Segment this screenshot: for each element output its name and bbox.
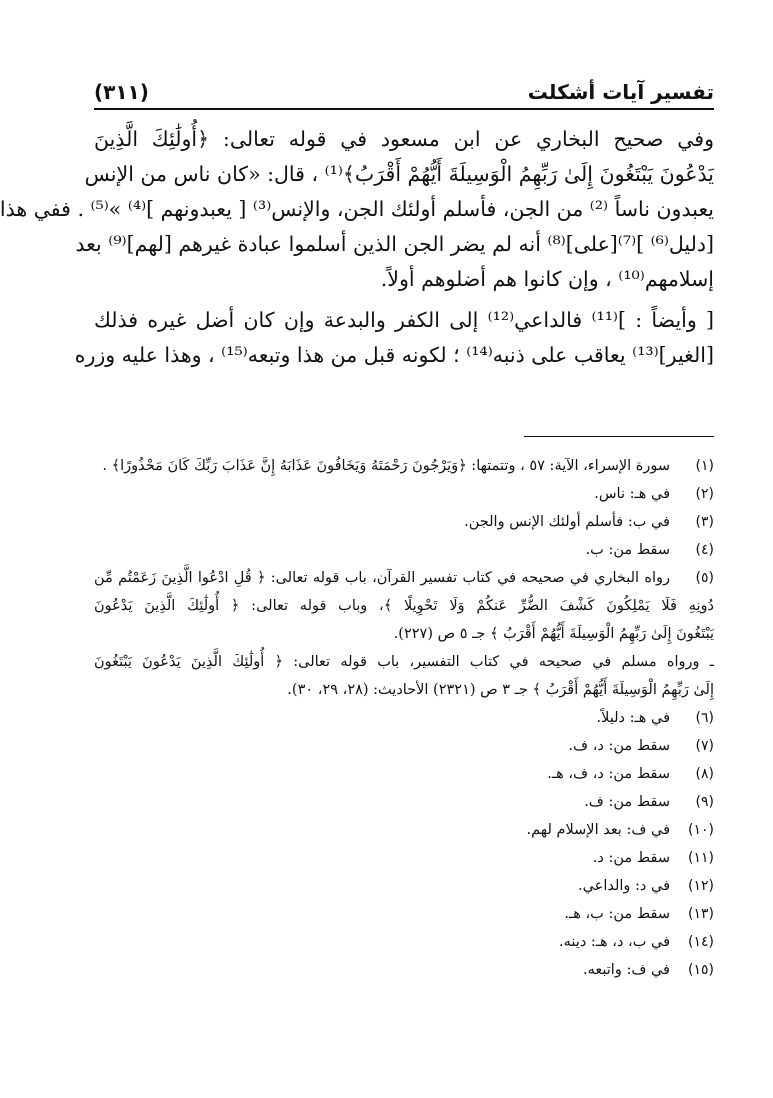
text-line: يَدْعُونَ يَبْتَغُونَ إِلَىٰ رَبِّهِمُ الْوَسِيلَةَ أَيُّهُمْ أَقْرَبُ﴾⁽¹⁾ ، قال: «كان ناس من الإنس: [84, 162, 714, 186]
footnote-number: (١٥): [688, 962, 714, 978]
footnote-text: في ب، د، هـ: دينه.: [559, 934, 670, 950]
footnote-text: في هـ: دليلاً.: [596, 710, 670, 726]
footnote-number: (٦): [695, 710, 714, 726]
footnotes: [94, 452, 714, 984]
footnote-number: (١): [695, 458, 714, 474]
footnote: [94, 564, 714, 592]
footnote-text: دُونِهِ فَلَا يَمْلِكُونَ كَشْفَ الضُّرِّ عَنكُمْ وَلَا تَحْوِيلًا ﴾، وباب قوله تعالى: ﴿ أُولَٰئِكَ الَّذِينَ يَدْعُونَ: [94, 598, 714, 614]
footnote-text: سقط من: ب.: [585, 542, 670, 558]
footnote: [94, 844, 714, 872]
page-header: [94, 68, 714, 104]
footnote: [94, 480, 714, 508]
footnote-text: سقط من: د، ف، هـ.: [547, 766, 670, 782]
footnote-text: يَبْتَغُونَ إِلَىٰ رَبِّهِمُ الْوَسِيلَةَ أَيُّهُمْ أَقْرَبُ ﴾ جـ ٥ ص (٢٢٧).: [393, 626, 714, 642]
footnote-number: (٧): [695, 738, 714, 754]
footnote-number: (١٠): [688, 822, 714, 838]
footnote: [94, 928, 714, 956]
running-title: تفسير آيات أشكلت: [527, 80, 714, 104]
footnote-text: في ف: بعد الإسلام لهم.: [526, 822, 670, 838]
footnote-text: سقط من: د.: [592, 850, 670, 866]
footnote-text: في ف: واتبعه.: [583, 962, 670, 978]
footnote: [94, 536, 714, 564]
footnote-number: (٨): [695, 766, 714, 782]
footnote-number: (٢): [695, 486, 714, 502]
footnote-text: ـ ورواه مسلم في صحيحه في كتاب التفسير، باب قوله تعالى: ﴿ أُولَٰئِكَ الَّذِينَ يَدْعُونَ يَبْتَغُونَ: [94, 654, 714, 670]
footnote: [94, 788, 714, 816]
footnote: [94, 872, 714, 900]
footnote: [94, 704, 714, 732]
footnote-number: (١٣): [688, 906, 714, 922]
footnote-text: في هـ: ناس.: [594, 486, 670, 502]
footnote-divider: [524, 436, 714, 437]
footnote: [94, 760, 714, 788]
text-line: إسلامهم⁽¹⁰⁾ ، وإن كانوا هم أضلوهم أولاً.: [380, 267, 714, 291]
footnote: [94, 816, 714, 844]
main-text: [0, 122, 715, 373]
footnote: [94, 508, 714, 536]
text-line: وفي صحيح البخاري عن ابن مسعود في قوله تعالى: ﴿أُولَٰئِكَ الَّذِينَ: [94, 127, 714, 151]
footnote-text: سقط من: د، ف.: [568, 738, 670, 754]
footnote-number: (٥): [695, 570, 714, 586]
footnote: [94, 452, 714, 480]
text-line: [الغير]⁽¹³⁾ يعاقب على ذنبه⁽¹⁴⁾ ؛ لكونه قبل من هذا وتبعه⁽¹⁵⁾ ، وهذا عليه وزره: [74, 343, 714, 367]
footnote: [94, 956, 714, 984]
footnote: [94, 900, 714, 928]
page-number: (٣١١): [94, 80, 149, 104]
footnote-text: إِلَىٰ رَبِّهِمُ الْوَسِيلَةَ أَيُّهُمْ أَقْرَبُ ﴾ جـ ٣ ص (٢٣٢١) الأحاديث: (٢٨، ٢٩، ٣٠).: [287, 682, 714, 698]
footnote: [94, 732, 714, 760]
text-line: يعبدون ناساً ⁽²⁾ من الجن، فأسلم أولئك الجن، والإنس⁽³⁾ [ يعبدونهم ]⁽⁴⁾ »⁽⁵⁾ . ففي هذا: [0, 197, 714, 221]
footnote-number: (٣): [695, 514, 714, 530]
footnote-number: (٩): [695, 794, 714, 810]
footnote-text: في د: والداعي.: [577, 878, 670, 894]
footnote-text: سورة الإسراء، الآية: ٥٧ ، وتتمتها: ﴿وَيَرْجُونَ رَحْمَتَهُ وَيَخَافُونَ عَذَابَهُ إِنَّ عَذَابَ رَبِّكَ كَانَ مَحْذُورًا﴾ .: [102, 458, 670, 474]
footnote-text: رواه البخاري في صحيحه في كتاب تفسير القرآن، باب قوله تعالى: ﴿ قُلِ ادْعُوا الَّذِينَ زَعَمْتُم مِّن: [94, 570, 670, 586]
text-line: [ وأيضاً : ]⁽¹¹⁾ فالداعي⁽¹²⁾ إلى الكفر والبدعة وإن كان أضل غيره فذلك: [94, 308, 715, 332]
header-divider: [94, 108, 714, 110]
footnote-text: سقط من: ف.: [584, 794, 670, 810]
footnote-number: (١٢): [688, 878, 714, 894]
footnote-number: (١١): [688, 850, 714, 866]
text-line: [دليل⁽⁶⁾ ]⁽⁷⁾[على]⁽⁸⁾ أنه لم يضر الجن الذين أسلموا عبادة غيرهم [لهم]⁽⁹⁾ بعد: [75, 232, 714, 256]
footnote-number: (٤): [695, 542, 714, 558]
footnote-text: سقط من: ب، هـ.: [564, 906, 670, 922]
footnote-text: في ب: فأسلم أولئك الإنس والجن.: [464, 514, 670, 530]
footnote-number: (١٤): [688, 934, 714, 950]
